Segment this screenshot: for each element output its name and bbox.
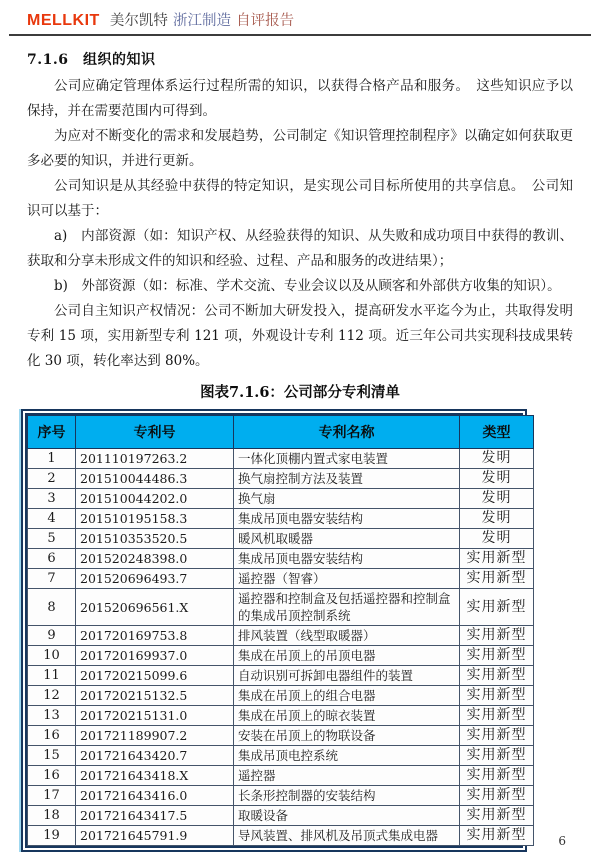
- patent-name: 集成在吊顶上的组合电器: [234, 686, 460, 706]
- row-no: 11: [28, 666, 76, 686]
- row-no: 2: [28, 469, 76, 489]
- patent-type: 实用新型: [460, 706, 534, 726]
- patent-number: 201720215132.5: [76, 686, 234, 706]
- patent-number: 201510044202.0: [76, 489, 234, 509]
- table-caption: 图表7.1.6：公司部分专利清单: [200, 384, 400, 401]
- table-row: [28, 489, 534, 509]
- patent-name: 换气扇: [234, 489, 460, 509]
- table-row: [28, 569, 534, 589]
- patent-number: 201720169937.0: [76, 646, 234, 666]
- patent-name: 长条形控制器的安装结构: [234, 786, 460, 806]
- patent-type: 实用新型: [460, 646, 534, 666]
- row-no: 5: [28, 529, 76, 549]
- patent-table-wrapper: [21, 409, 527, 852]
- patent-name: 导风装置、排风机及吊顶式集成电器: [234, 826, 460, 846]
- patent-type: 实用新型: [460, 746, 534, 766]
- patent-number: 201721189907.2: [76, 726, 234, 746]
- row-no: 15: [28, 746, 76, 766]
- table-row: [28, 529, 534, 549]
- header-title-blue: 浙江制造: [173, 13, 232, 29]
- table-row: [28, 686, 534, 706]
- header-title-red: 自评报告: [236, 13, 295, 29]
- patent-type: 实用新型: [460, 549, 534, 569]
- patent-name: 暖风机取暖器: [234, 529, 460, 549]
- column-header-patent-number: 专利号: [76, 416, 234, 449]
- patent-number: 201510044486.3: [76, 469, 234, 489]
- page-number: 6: [558, 834, 566, 848]
- row-no: 13: [28, 706, 76, 726]
- column-header-type: 类型: [460, 416, 534, 449]
- patent-type: 发明: [460, 509, 534, 529]
- table-row: [28, 766, 534, 786]
- document-body: [0, 49, 600, 402]
- patent-name: 集成在吊顶上的吊顶电器: [234, 646, 460, 666]
- patent-number: 201510195158.3: [76, 509, 234, 529]
- row-no: 16: [28, 726, 76, 746]
- patent-type: 实用新型: [460, 826, 534, 846]
- patent-number: 201720215099.6: [76, 666, 234, 686]
- paragraph: 为应对不断变化的需求和发展趋势，公司制定《知识管理控制程序》以确定如何获取更多必要的知识，并进行更新。: [27, 128, 573, 169]
- patent-name: 排风装置（线型取暖器）: [234, 626, 460, 646]
- patent-type: 发明: [460, 449, 534, 469]
- table-row: [28, 626, 534, 646]
- patent-name: 集成在吊顶上的晾衣装置: [234, 706, 460, 726]
- patent-type: 实用新型: [460, 726, 534, 746]
- patent-number: 201510353520.5: [76, 529, 234, 549]
- mellkit-logo: MELLKIT: [27, 12, 100, 29]
- row-no: 16: [28, 766, 76, 786]
- column-header-patent-name: 专利名称: [234, 416, 460, 449]
- paragraph-list-item-a: a) 内部资源（如：知识产权、从经验获得的知识、从失败和成功项目中获得的教训、获取和分享未形成文件的知识和经验、过程、产品和服务的改进结果）；: [27, 228, 573, 269]
- patent-name: 自动识别可拆卸电器组件的装置: [234, 666, 460, 686]
- table-row: [28, 726, 534, 746]
- patent-type: 实用新型: [460, 806, 534, 826]
- patent-number: 201110197263.2: [76, 449, 234, 469]
- row-no: 9: [28, 626, 76, 646]
- patent-number: 201520248398.0: [76, 549, 234, 569]
- patent-name: 集成吊顶电控系统: [234, 746, 460, 766]
- table-row: [28, 449, 534, 469]
- table-row: [28, 806, 534, 826]
- row-no: 10: [28, 646, 76, 666]
- table-row: [28, 549, 534, 569]
- patent-type: 发明: [460, 489, 534, 509]
- table-header-row: [28, 416, 534, 449]
- table-row: [28, 746, 534, 766]
- patent-number: 201721643420.7: [76, 746, 234, 766]
- patent-name: 安装在吊顶上的物联设备: [234, 726, 460, 746]
- patent-number: 201721643417.5: [76, 806, 234, 826]
- row-no: 19: [28, 826, 76, 846]
- patent-number: 201721643418.X: [76, 766, 234, 786]
- patent-type: 实用新型: [460, 589, 534, 626]
- row-no: 17: [28, 786, 76, 806]
- table-row: [28, 469, 534, 489]
- patent-type: 发明: [460, 469, 534, 489]
- brand-name: 美尔凯特: [109, 13, 168, 29]
- paragraph-list-item-b: b) 外部资源（如：标准、学术交流、专业会议以及从顾客和外部供方收集的知识）。: [54, 278, 561, 294]
- patent-name: 遥控器: [234, 766, 460, 786]
- table-row: [28, 826, 534, 846]
- page-header: [0, 0, 600, 30]
- patent-name: 遥控器和控制盒及包括遥控器和控制盒的集成吊顶控制系统: [234, 589, 460, 626]
- row-no: 8: [28, 589, 76, 626]
- patent-number: 201520696561.X: [76, 589, 234, 626]
- row-no: 18: [28, 806, 76, 826]
- row-no: 3: [28, 489, 76, 509]
- paragraph: 公司知识是从其经验中获得的特定知识，是实现公司目标所使用的共享信息。 公司知识可以基于：: [27, 178, 573, 219]
- patent-number: 201721643416.0: [76, 786, 234, 806]
- patent-number: 201520696493.7: [76, 569, 234, 589]
- patent-name: 遥控器（智睿）: [234, 569, 460, 589]
- table-row: [28, 706, 534, 726]
- table-row: [28, 589, 534, 626]
- patent-name: 取暖设备: [234, 806, 460, 826]
- table-row: [28, 646, 534, 666]
- row-no: 4: [28, 509, 76, 529]
- column-header-no: 序号: [28, 416, 76, 449]
- patent-number: 201720169753.8: [76, 626, 234, 646]
- patent-type: 实用新型: [460, 569, 534, 589]
- row-no: 7: [28, 569, 76, 589]
- row-no: 6: [28, 549, 76, 569]
- patent-type: 实用新型: [460, 686, 534, 706]
- patent-type: 实用新型: [460, 786, 534, 806]
- paragraph: 公司应确定管理体系运行过程所需的知识，以获得合格产品和服务。 这些知识应予以保持，并在需要范围内可得到。: [27, 78, 573, 119]
- patent-type: 发明: [460, 529, 534, 549]
- patent-type: 实用新型: [460, 626, 534, 646]
- paragraph: 公司自主知识产权情况：公司不断加大研发投入，提高研发水平迄今为止，共取得发明专利 15 项，实用新型专利 121 项，外观设计专利 112 项。近三年公司共实现科技成果转化 30 项，转化率达到 80%。: [27, 303, 573, 369]
- table-row: [28, 786, 534, 806]
- row-no: 12: [28, 686, 76, 706]
- patent-table: [27, 415, 534, 846]
- header-divider: [9, 34, 591, 36]
- patent-name: 换气扇控制方法及装置: [234, 469, 460, 489]
- patent-name: 集成吊顶电器安装结构: [234, 509, 460, 529]
- table-row: [28, 509, 534, 529]
- section-heading: 7.1.6 组织的知识: [27, 52, 156, 68]
- patent-name: 一体化顶棚内置式家电装置: [234, 449, 460, 469]
- patent-table-body: [28, 449, 534, 846]
- patent-name: 集成吊顶电器安装结构: [234, 549, 460, 569]
- patent-number: 201721645791.9: [76, 826, 234, 846]
- patent-type: 实用新型: [460, 666, 534, 686]
- patent-number: 201720215131.0: [76, 706, 234, 726]
- row-no: 1: [28, 449, 76, 469]
- table-row: [28, 666, 534, 686]
- patent-type: 实用新型: [460, 766, 534, 786]
